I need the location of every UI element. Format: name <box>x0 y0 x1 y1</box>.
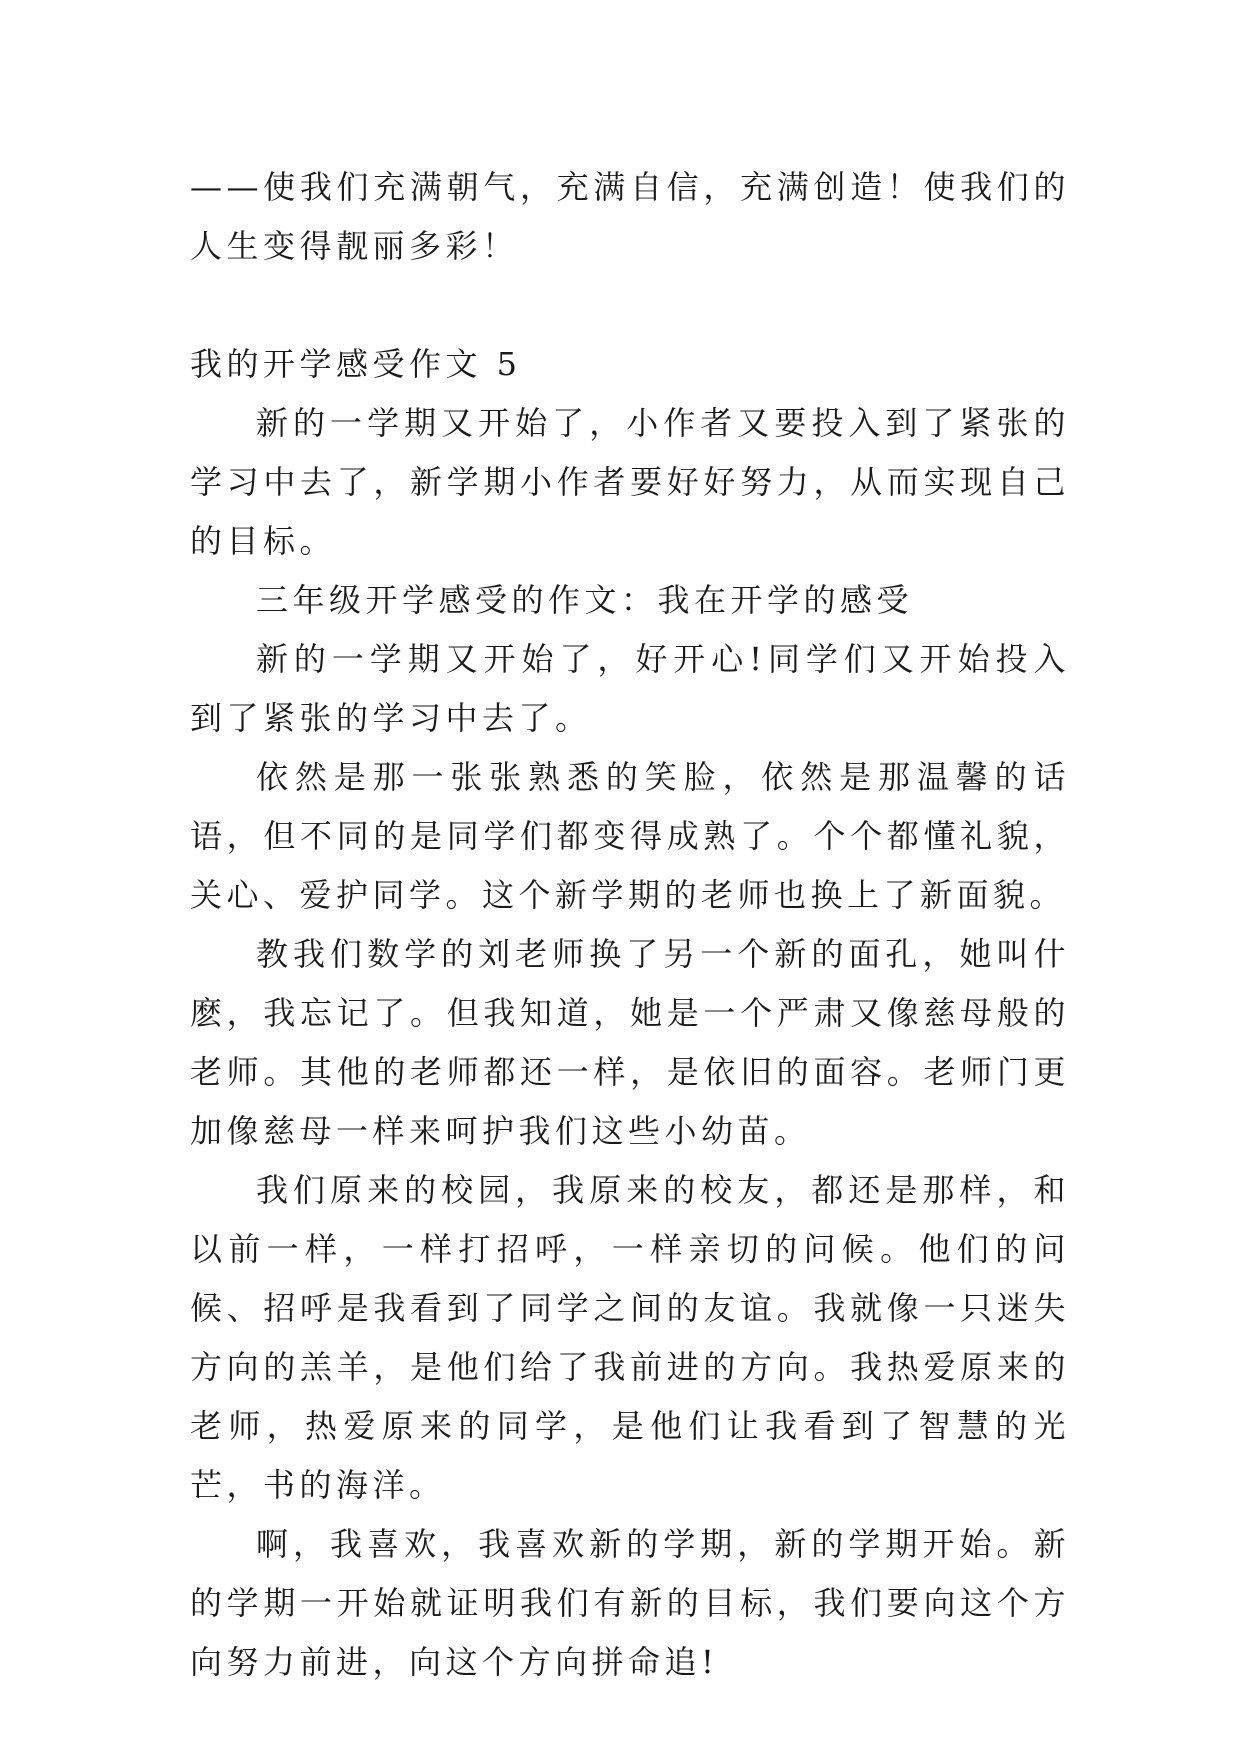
body-paragraph: 啊，我喜欢，我喜欢新的学期，新的学期开始。新的学期一开始就证明我们有新的目标，我们要向这个方向努力前进，向这个方向拼命追! <box>190 1525 1070 1681</box>
body-paragraph: 依然是那一张张熟悉的笑脸，依然是那温馨的话语，但不同的是同学们都变得成熟了。个个都懂礼貌，关心、爱护同学。这个新学期的老师也换上了新面貌。 <box>190 758 1070 914</box>
body-paragraph: 教我们数学的刘老师换了另一个新的面孔，她叫什麽，我忘记了。但我知道，她是一个严肃又像慈母般的老师。其他的老师都还一样，是依旧的面容。老师门更加像慈母一样来呵护我们这些小幼苗。 <box>190 935 1070 1150</box>
body-paragraph: 我们原来的校园，我原来的校友，都还是那样，和以前一样，一样打招呼，一样亲切的问候。他们的问候、招呼是我看到了同学之间的友谊。我就像一只迷失方向的羔羊，是他们给了我前进的方向。我热爱原来的老师，热爱原来的同学，是他们让我看到了智慧的光芒，书的海洋。 <box>190 1171 1070 1504</box>
section-title: 我的开学感受作文 5 <box>190 345 522 383</box>
body-paragraph: 新的一学期又开始了，小作者又要投入到了紧张的学习中去了，新学期小作者要好好努力，从而实现自己的目标。 <box>190 404 1070 560</box>
document-body <box>190 158 1070 1692</box>
body-paragraph: 新的一学期又开始了，好开心!同学们又开始投入到了紧张的学习中去了。 <box>190 640 1070 737</box>
body-paragraph: 三年级开学感受的作文：我在开学的感受 <box>256 581 914 619</box>
paragraph-spacer <box>190 276 1070 335</box>
intro-paragraph: ——使我们充满朝气，充满自信，充满创造！使我们的人生变得靓丽多彩！ <box>190 168 1070 265</box>
